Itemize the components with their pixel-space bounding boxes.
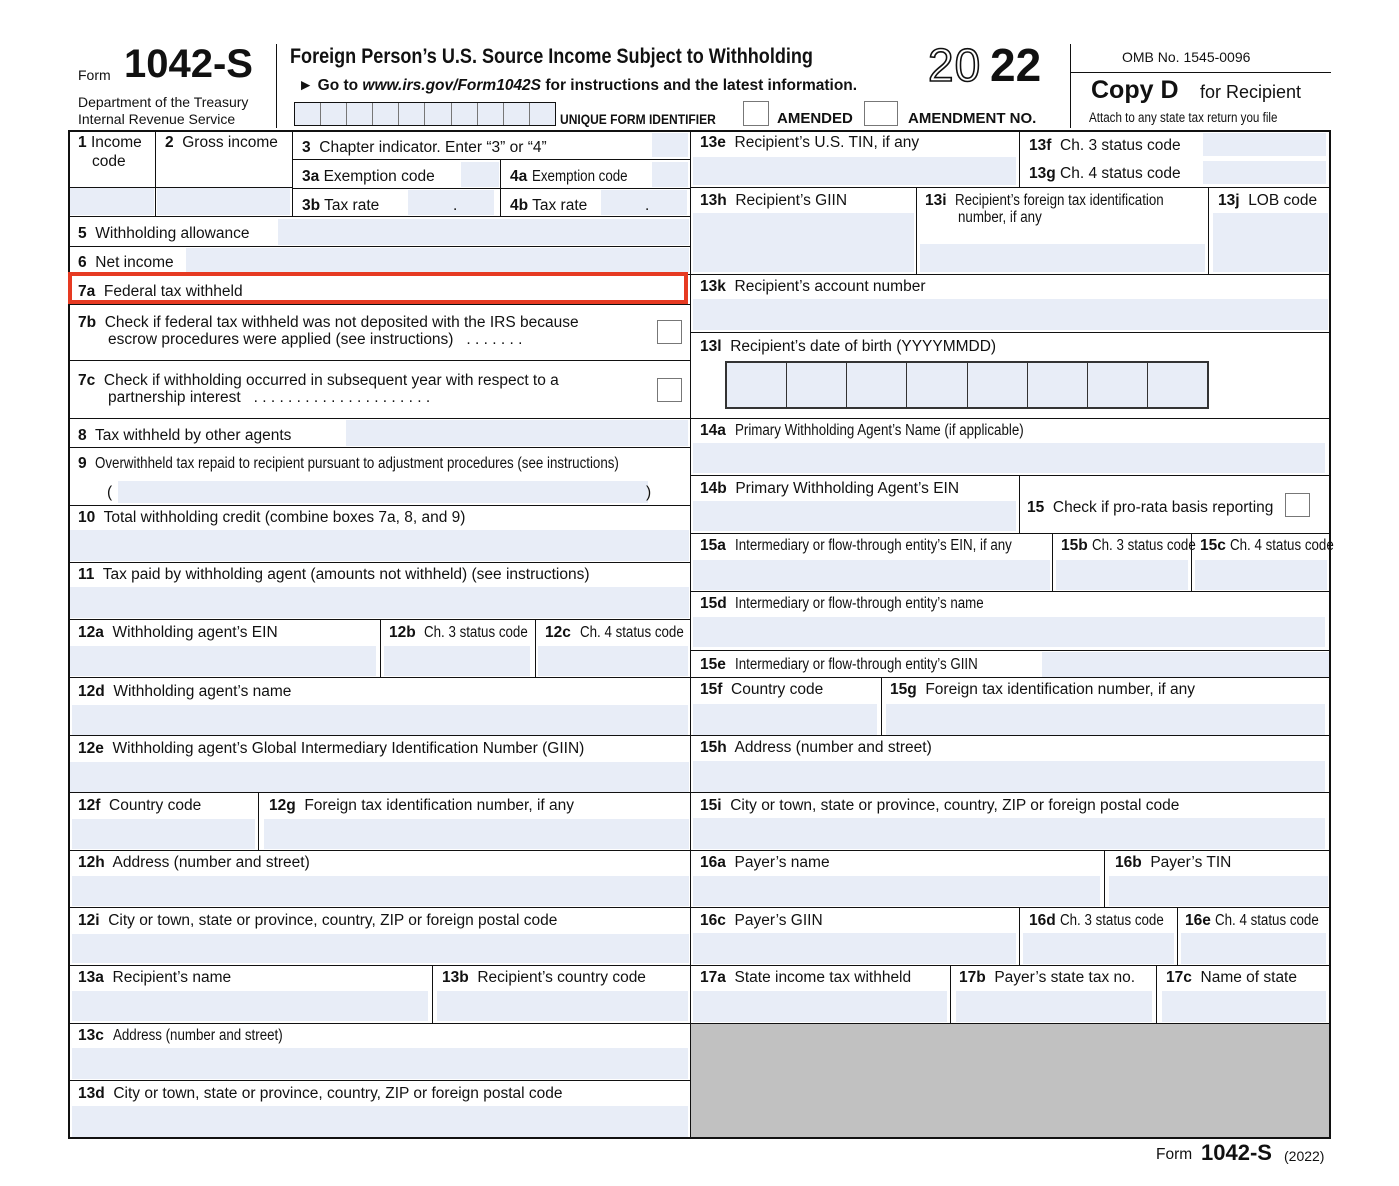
box-13i-label: 13i Recipient’s foreign tax identification	[925, 192, 1164, 209]
box-1-label: 1 Income	[78, 134, 142, 151]
pro-rata-checkbox[interactable]	[1285, 493, 1310, 517]
box-4b-label: 4b Tax rate	[510, 197, 588, 214]
copy-d-label: Copy D	[1091, 76, 1179, 104]
box-12c-label: 12c Ch. 4 status code	[545, 624, 684, 641]
omb-number: OMB No. 1545-0096	[1122, 49, 1251, 65]
recipient-ch4-status-field[interactable]	[1203, 161, 1326, 184]
box-13i-label-line2: number, if any	[958, 209, 1042, 226]
unique-form-identifier-label: UNIQUE FORM IDENTIFIER	[560, 111, 716, 127]
unique-form-identifier-field[interactable]	[294, 102, 556, 126]
box-9-paren-open: (	[107, 484, 113, 501]
box-7c-checkbox[interactable]	[657, 378, 682, 402]
payer-ch3-status-field[interactable]	[1023, 933, 1174, 964]
total-withholding-credit-field[interactable]	[70, 530, 689, 561]
box-9-paren-close: )	[646, 484, 652, 501]
box-14a-label: 14a Primary Withholding Agent’s Name (if applicable)	[700, 422, 1024, 439]
tax-rate-4b-field[interactable]	[601, 190, 687, 215]
box-13f-label: 13f Ch. 3 status code	[1029, 137, 1181, 154]
box-15c-label: 15c Ch. 4 status code	[1200, 537, 1334, 554]
box-12e-label: 12e Withholding agent’s Global Intermediary Identification Number (GIIN)	[78, 740, 585, 757]
state-tax-withheld-field[interactable]	[693, 991, 947, 1022]
income-code-field[interactable]	[70, 188, 154, 215]
box-4b-decimal: .	[645, 197, 650, 214]
tax-withheld-other-agents-field[interactable]	[346, 420, 688, 446]
amendment-no-label: AMENDMENT NO.	[908, 110, 1037, 127]
box-13d-label: 13d City or town, state or province, country, ZIP or foreign postal code	[78, 1085, 563, 1102]
box-16b-label: 16b Payer’s TIN	[1115, 854, 1232, 871]
header-divider-left	[276, 44, 277, 128]
box-5-label: 5 Withholding allowance	[78, 225, 250, 242]
lob-code-field[interactable]	[1213, 213, 1328, 272]
box-15i-label: 15i City or town, state or province, country, ZIP or foreign postal code	[700, 797, 1180, 814]
attach-note: Attach to any state tax return you file	[1089, 110, 1278, 125]
box-2-label: 2 Gross income	[165, 134, 278, 151]
gross-income-field[interactable]	[157, 188, 290, 215]
box-12i-label: 12i City or town, state or province, country, ZIP or foreign postal code	[78, 912, 558, 929]
box-15b-label: 15b Ch. 3 status code	[1061, 537, 1196, 554]
agent-address-field[interactable]	[72, 876, 689, 906]
box-16e-label: 16e Ch. 4 status code	[1185, 912, 1319, 929]
amendment-number-field[interactable]	[864, 101, 898, 126]
form-word: Form	[78, 67, 111, 83]
box-12h-label: 12h Address (number and street)	[78, 854, 310, 871]
box-13b-label: 13b Recipient’s country code	[442, 969, 646, 986]
box-17b-label: 17b Payer’s state tax no.	[959, 969, 1136, 986]
box-15-label: 15 Check if pro-rata basis reporting	[1027, 499, 1274, 516]
intermediary-city-field[interactable]	[693, 818, 1325, 849]
box-7a-label: 7a Federal tax withheld	[78, 283, 243, 300]
box-11-label: 11 Tax paid by withholding agent (amounts not withheld) (see instructions)	[78, 566, 590, 583]
withholding-agent-name-field[interactable]	[72, 705, 688, 735]
state-name-field[interactable]	[1162, 991, 1326, 1022]
highlight-box-7a	[68, 272, 688, 304]
date-of-birth-boxes[interactable]	[725, 361, 1209, 409]
recipient-ch3-status-field[interactable]	[1203, 133, 1326, 156]
box-12b-label: 12b Ch. 3 status code	[389, 624, 529, 641]
agent-foreign-tin-field[interactable]	[264, 819, 689, 849]
intermediary-ch4-status-field[interactable]	[1195, 560, 1327, 590]
instructions-line: ► Go to www.irs.gov/Form1042S for instructions and the latest information.	[298, 77, 858, 94]
tax-rate-3b-field[interactable]	[408, 190, 494, 215]
year-bold: 22	[990, 39, 1042, 91]
box-15a-label: 15a Intermediary or flow-through entity’s EIN, if any	[700, 537, 1012, 554]
recipient-foreign-tin-field[interactable]	[920, 244, 1205, 272]
net-income-field[interactable]	[186, 248, 689, 272]
box-13j-label: 13j LOB code	[1218, 192, 1318, 209]
intermediary-name-field[interactable]	[693, 617, 1325, 647]
box-16a-label: 16a Payer’s name	[700, 854, 830, 871]
agent-ch3-status-field[interactable]	[384, 646, 530, 676]
box-17c-label: 17c Name of state	[1166, 969, 1297, 986]
recipient-address-field[interactable]	[72, 1048, 688, 1079]
box-13h-label: 13h Recipient’s GIIN	[700, 192, 848, 209]
intermediary-giin-field[interactable]	[1042, 652, 1329, 677]
box-7b-checkbox[interactable]	[657, 320, 682, 344]
chapter-indicator-field[interactable]	[652, 133, 688, 157]
intermediary-ein-field[interactable]	[693, 560, 1050, 590]
box-3-label: 3 Chapter indicator. Enter “3” or “4”	[302, 139, 547, 156]
agent-city-field[interactable]	[72, 934, 689, 963]
header-divider-right	[1070, 44, 1071, 128]
form-number: 1042-S	[124, 42, 253, 86]
agent-country-code-field[interactable]	[72, 819, 255, 849]
form-title: Foreign Person’s U.S. Source Income Subject to Withholding	[290, 45, 813, 68]
intermediary-foreign-tin-field[interactable]	[886, 704, 1325, 735]
footer-year: (2022)	[1284, 1148, 1325, 1164]
agent-ch4-status-field[interactable]	[538, 646, 688, 676]
overwithheld-tax-field[interactable]	[118, 481, 648, 503]
box-7b-label-line2: escrow procedures were applied (see instructions) . . . . . . .	[108, 331, 523, 348]
box-15f-label: 15f Country code	[700, 681, 824, 698]
amended-label: AMENDED	[777, 110, 853, 127]
recipient-country-code-field[interactable]	[437, 991, 688, 1021]
intermediary-country-code-field[interactable]	[693, 704, 877, 735]
footer-form-word: Form	[1156, 1146, 1193, 1163]
shaded-blank-area	[691, 1024, 1330, 1138]
payer-giin-field[interactable]	[693, 933, 1016, 964]
footer-form-number: 1042-S	[1201, 1140, 1272, 1165]
recipient-city-field[interactable]	[72, 1106, 688, 1137]
box-6-label: 6 Net income	[78, 254, 174, 271]
box-13e-label: 13e Recipient’s U.S. TIN, if any	[700, 134, 920, 151]
payer-state-tax-no-field[interactable]	[956, 991, 1152, 1022]
box-3a-label: 3a Exemption code	[302, 168, 435, 185]
box-13c-label: 13c Address (number and street)	[78, 1027, 283, 1044]
box-12d-label: 12d Withholding agent’s name	[78, 683, 292, 700]
box-12a-label: 12a Withholding agent’s EIN	[78, 624, 278, 641]
withholding-agent-ein-field[interactable]	[70, 646, 376, 676]
recipient-us-tin-field[interactable]	[693, 157, 1016, 185]
withholding-allowance-field[interactable]	[278, 219, 689, 245]
year-light: 20	[928, 39, 982, 91]
department: Department of the Treasury	[78, 94, 249, 110]
box-17a-label: 17a State income tax withheld	[700, 969, 912, 986]
intermediary-address-field[interactable]	[693, 761, 1325, 792]
box-3b-decimal: .	[453, 197, 458, 214]
box-16c-label: 16c Payer’s GIIN	[700, 912, 823, 929]
exemption-code-3a-field[interactable]	[461, 162, 499, 187]
box-7b-label: 7b Check if federal tax withheld was not deposited with the IRS because	[78, 314, 579, 331]
box-15e-label: 15e Intermediary or flow-through entity’s GIIN	[700, 656, 978, 673]
box-15h-label: 15h Address (number and street)	[700, 739, 932, 756]
box-12f-label: 12f Country code	[78, 797, 202, 814]
box-3b-label: 3b Tax rate	[302, 197, 380, 214]
exemption-code-4a-field[interactable]	[652, 162, 688, 187]
box-1-label-line2: code	[92, 153, 126, 170]
payer-name-field[interactable]	[693, 876, 1100, 906]
primary-agent-name-field[interactable]	[693, 443, 1325, 473]
box-10-label: 10 Total withholding credit (combine boxes 7a, 8, and 9)	[78, 509, 466, 526]
payer-ch4-status-field[interactable]	[1181, 933, 1326, 964]
agency: Internal Revenue Service	[78, 111, 236, 127]
intermediary-ch3-status-field[interactable]	[1056, 560, 1188, 590]
tax-paid-by-agent-field[interactable]	[70, 587, 689, 618]
recipient-giin-field[interactable]	[693, 213, 914, 272]
box-8-label: 8 Tax withheld by other agents	[78, 427, 292, 444]
box-13g-label: 13g Ch. 4 status code	[1029, 165, 1181, 182]
box-9-label: 9 Overwithheld tax repaid to recipient pursuant to adjustment procedures (see instructions)	[78, 455, 620, 472]
amended-checkbox[interactable]	[743, 101, 769, 126]
omb-underline	[1070, 72, 1331, 73]
box-13l-label: 13l Recipient’s date of birth (YYYYMMDD)	[700, 338, 997, 355]
box-7c-label: 7c Check if withholding occurred in subsequent year with respect to a	[78, 372, 559, 389]
instructions-url[interactable]: www.irs.gov/Form1042S	[362, 77, 542, 94]
box-7c-label-line2: partnership interest . . . . . . . . . . . . . . . . . . . . .	[108, 389, 431, 406]
box-13k-label: 13k Recipient’s account number	[700, 278, 926, 295]
box-12g-label: 12g Foreign tax identification number, if any	[269, 797, 575, 814]
primary-agent-ein-field[interactable]	[693, 501, 1016, 531]
recipient-name-field[interactable]	[72, 991, 428, 1021]
box-16d-label: 16d Ch. 3 status code	[1029, 912, 1164, 929]
withholding-agent-giin-field[interactable]	[70, 762, 689, 792]
box-13a-label: 13a Recipient’s name	[78, 969, 232, 986]
box-15d-label: 15d Intermediary or flow-through entity’s name	[700, 595, 985, 612]
box-4a-label: 4a Exemption code	[510, 168, 628, 185]
box-15g-label: 15g Foreign tax identification number, if any	[890, 681, 1196, 698]
recipient-account-number-field[interactable]	[693, 299, 1328, 330]
payer-tin-field[interactable]	[1109, 876, 1328, 906]
copy-for-recipient: for Recipient	[1200, 82, 1302, 102]
box-14b-label: 14b Primary Withholding Agent’s EIN	[700, 480, 960, 497]
